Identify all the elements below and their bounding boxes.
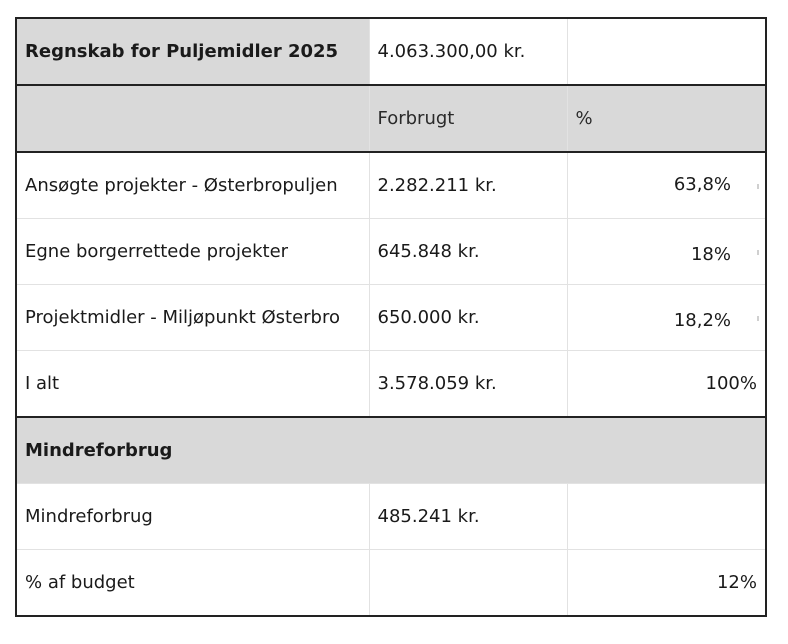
row-percent-cell [567,285,766,351]
cell-marker [757,250,759,255]
column-header-row [16,85,766,152]
table-row [16,484,766,550]
row-percent: 63,8% [673,174,731,195]
total-budget-value: 4.063.300,00 kr. [369,18,567,85]
budget-table [15,17,767,617]
row-amount: 485.241 kr. [369,484,567,550]
empty-cell [567,484,766,550]
row-percent-cell [567,152,766,219]
empty-header-cell [16,85,369,152]
row-amount: 2.282.211 kr. [369,152,567,219]
section-title: Mindreforbrug [16,417,766,484]
cell-marker [757,316,759,321]
row-percent-cell [567,219,766,285]
row-percent: 18% [690,244,731,265]
table-title: Regnskab for Puljemidler 2025 [16,18,369,85]
empty-cell [567,18,766,85]
budget-percent: 12% [716,572,757,593]
row-label: % af budget [16,550,369,617]
row-label: Egne borgerrettede projekter [16,219,369,285]
cell-marker [757,184,759,189]
table-row [16,550,766,617]
header-percent: % [567,85,766,152]
title-row [16,18,766,85]
empty-cell [369,550,567,617]
row-label: Projektmidler - Miljøpunkt Østerbro [16,285,369,351]
row-label: Ansøgte projekter - Østerbropuljen [16,152,369,219]
total-label: I alt [16,351,369,418]
row-percent: 18,2% [673,310,731,331]
table-row [16,285,766,351]
section-header-row [16,417,766,484]
total-amount: 3.578.059 kr. [369,351,567,418]
total-percent: 100% [567,351,766,418]
header-forbrugt: Forbrugt [369,85,567,152]
table-row [16,219,766,285]
row-label: Mindreforbrug [16,484,369,550]
row-amount: 645.848 kr. [369,219,567,285]
row-amount: 650.000 kr. [369,285,567,351]
total-row [16,351,766,418]
table-row [16,152,766,219]
